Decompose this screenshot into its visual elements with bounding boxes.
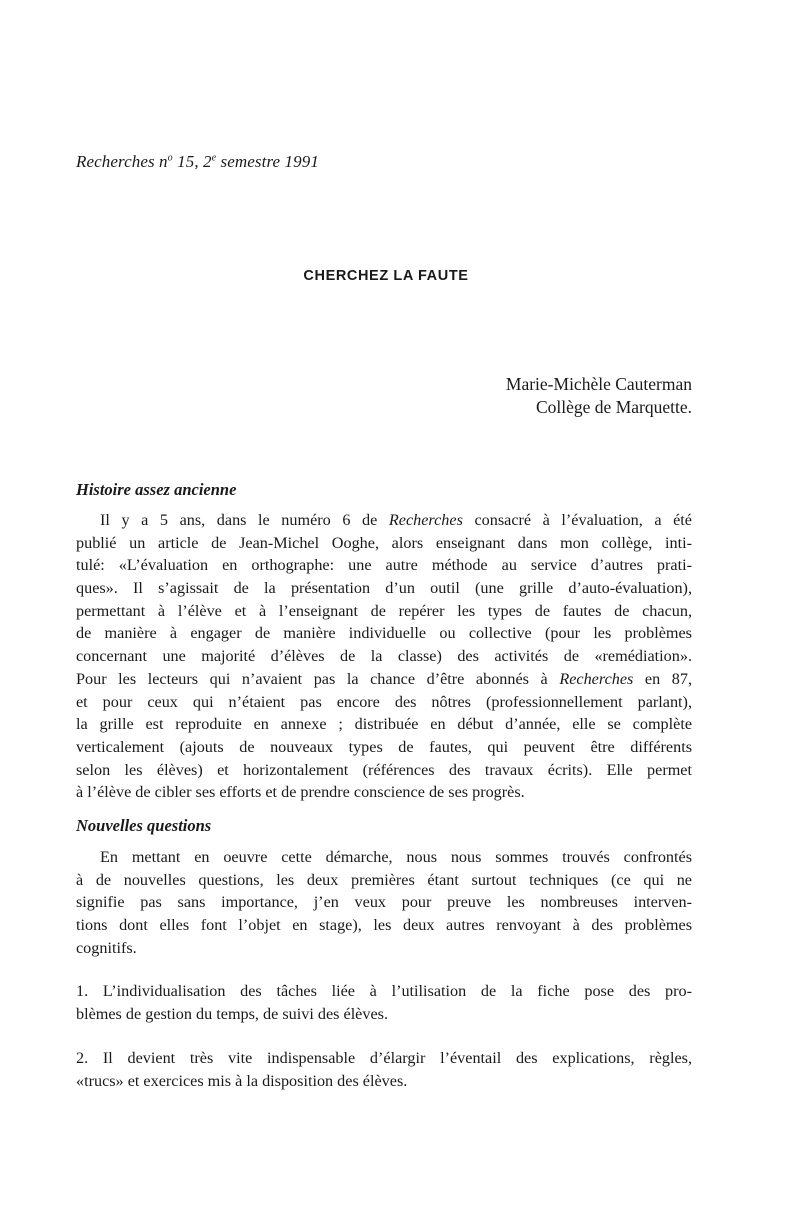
text-line: signifie pas sans importance, j’en veux pour preuve les nombreuses interven- [76,893,692,912]
author-affiliation: Collège de Marquette. [536,397,692,417]
journal-sup-semester: e [211,152,217,164]
article-title: CHERCHEZ LA FAUTE [303,268,469,284]
text-line: à de nouvelles questions, les deux premières étant surtout techniques (ce qui ne [76,870,692,889]
journal-reference [76,152,319,172]
text-line: 1. L’individualisation des tâches liée à l’utilisation de la fiche pose des pro- [76,982,692,1000]
text-line: verticalement (ajouts de nouveaux types de fautes, qui peuvent être différents [76,737,692,756]
journal-mid: 15, 2 [172,152,212,171]
author-block [506,373,692,419]
paragraph-histoire [76,509,692,804]
section-heading-histoire: Histoire assez ancienne [76,480,237,499]
text-line: Pour les lecteurs qui n’avaient pas la chance d’être abonnés à Recherches en 87, [76,669,692,688]
author-name: Marie-Michèle Cauterman [505,374,692,394]
paragraph-nouvelles [76,846,692,959]
text-line: selon les élèves) et horizontalement (références des travaux écrits). Elle permet [76,760,692,779]
text-line: publié un article de Jean-Michel Ooghe, alors enseignant dans mon collège, inti- [76,533,692,552]
text-line: permettant à l’élève et à l’enseignant de repérer les types de fautes de chacun, [76,601,692,620]
numbered-point-2 [76,1047,692,1092]
journal-prefix: Recherches n [76,152,168,171]
text-line: cognitifs. [76,938,137,957]
journal-sup-number: o [167,152,173,164]
text-line: à l’élève de cibler ses efforts et de prendre conscience de ses progrès. [76,783,525,802]
text-line: tions dont elles font l’objet en stage), les deux autres renvoyant à des problèmes [76,916,692,935]
text-line: ques». Il s’agissait de la présentation d’un outil (une grille d’auto-évaluation), [76,579,692,598]
text-line: concernant une majorité d’élèves de la classe) des activités de «remédiation». [76,647,692,666]
text-line: Il y a 5 ans, dans le numéro 6 de Recherches consacré à l’évaluation, a été [100,511,692,529]
text-line: 2. Il devient très vite indispensable d’élargir l’éventail des explications, règles, [76,1049,692,1067]
text-line: tulé: «L’évaluation en orthographe: une autre méthode au service d’autres prati- [76,556,692,575]
text-line: de manière à engager de manière individuelle ou collective (pour les problèmes [76,624,692,643]
numbered-point-1 [76,980,692,1025]
text-line: blèmes de gestion du temps, de suivi des élèves. [76,1004,388,1023]
journal-suffix: semestre 1991 [216,152,319,171]
text-line: la grille est reproduite en annexe ; distribuée en début d’année, elle se complète [76,715,692,734]
text-line: En mettant en oeuvre cette démarche, nous nous sommes trouvés confrontés [100,848,692,866]
text-line: et pour ceux qui n’étaient pas encore des nôtres (professionnellement parlant), [76,692,692,711]
text-line: «trucs» et exercices mis à la disposition des élèves. [76,1071,408,1090]
section-heading-nouvelles: Nouvelles questions [76,816,212,835]
